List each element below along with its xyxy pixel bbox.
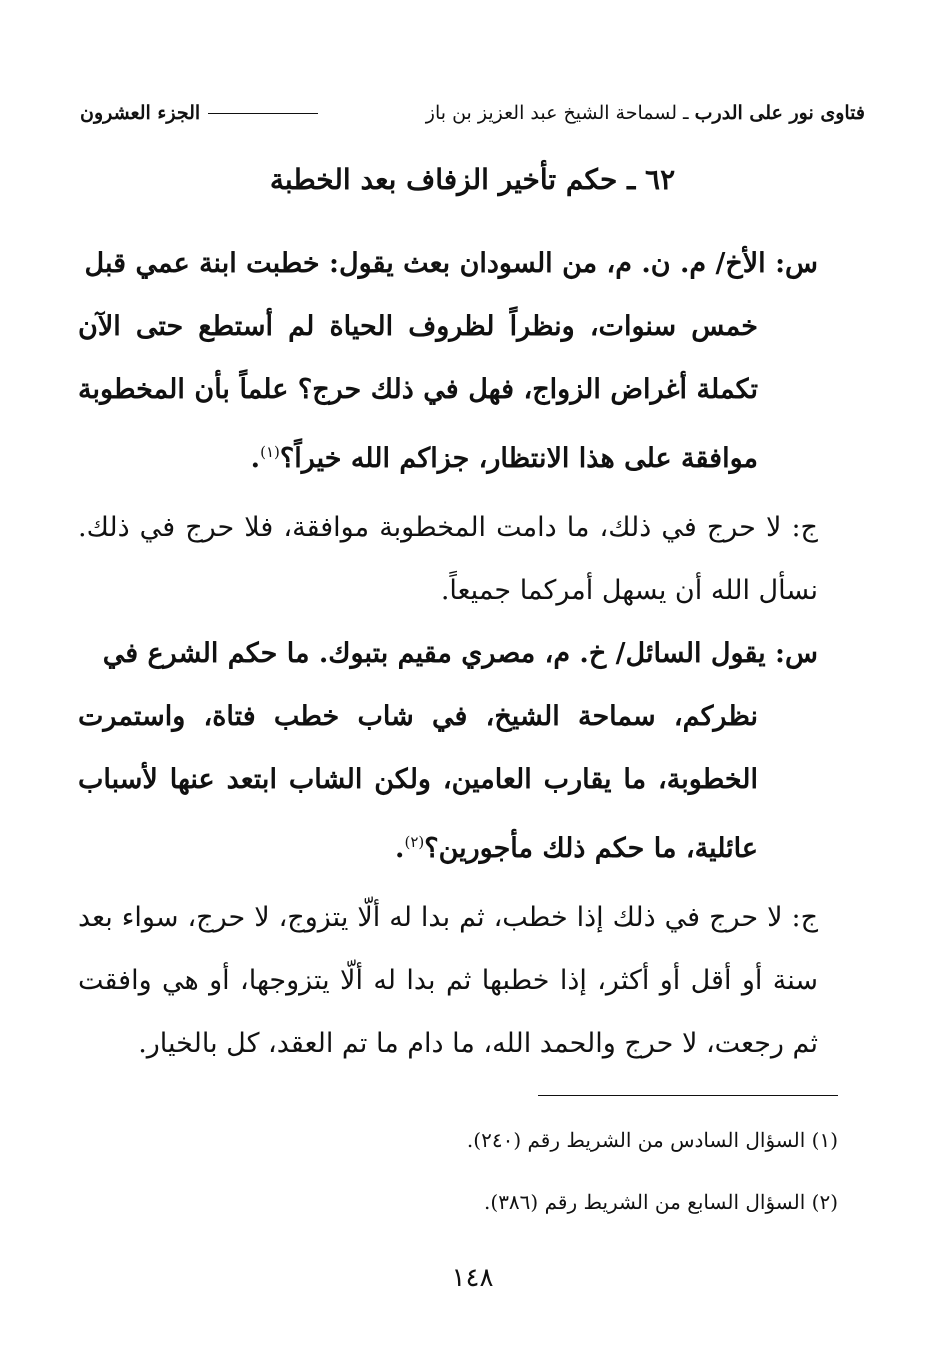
page-number: ١٤٨ bbox=[451, 1263, 494, 1293]
header-rule bbox=[208, 113, 318, 114]
footnote-2: (٢) السؤال السابع من الشريط رقم (٣٨٦). bbox=[484, 1190, 838, 1214]
book-title: فتاوى نور على الدرب bbox=[694, 102, 865, 124]
question-1-text: خمس سنوات، ونظراً لظروف الحياة لم أستطع حتى الآن تكملة أغراض الزواج، فهل في ذلك حرج؟ علماً بأن المخطوبة موافقة على هذا الانتظار، جزاكم الله خيراً؟ bbox=[78, 311, 758, 474]
footnote-1: (١) السؤال السادس من الشريط رقم (٢٤٠). bbox=[466, 1128, 838, 1152]
header-title-group bbox=[426, 102, 865, 124]
question-1-body: خمس سنوات، ونظراً لظروف الحياة لم أستطع حتى الآن تكملة أغراض الزواج، فهل في ذلك حرج؟ علماً بأن المخطوبة موافقة على هذا الانتظار، جزاكم الله خيراً؟$^{(١)}$. bbox=[78, 311, 758, 474]
question-1 bbox=[78, 232, 818, 490]
volume-label: الجزء العشرون bbox=[80, 102, 201, 124]
question-1-first-line: س: الأخ/ م. ن. م، من السودان بعث يقول: خطبت ابنة عمي قبل bbox=[84, 248, 818, 279]
question-2-body: نظركم، سماحة الشيخ، في شاب خطب فتاة، واستمرت الخطوبة، ما يقارب العامين، ولكن الشاب ابتعد عنها لأسباب عائلية، ما حكم ذلك مأجورين؟$^{(٢)}$. bbox=[78, 701, 758, 864]
answer-1: ج: لا حرج في ذلك، ما دامت المخطوبة موافقة، فلا حرج في ذلك. نسأل الله أن يسهل أمركما جميعاً. bbox=[78, 512, 818, 606]
answer-2: ج: لا حرج في ذلك إذا خطب، ثم بدا له ألّا يتزوج، لا حرج، سواء بعد سنة أو أقل أو أكثر، إذا خطبها ثم بدا له ألّا يتزوجها، أو هي وافقت ثم رجعت، لا حرج والحمد الله، ما دام ما تم العقد، كل بالخيار. bbox=[78, 902, 818, 1059]
running-header bbox=[80, 96, 865, 130]
header-volume-group bbox=[80, 102, 326, 124]
footnote-ref-2: (٢) bbox=[404, 833, 425, 851]
footnote-ref-1: (١) bbox=[260, 443, 280, 461]
footnote-separator bbox=[538, 1095, 838, 1096]
question-2 bbox=[78, 622, 818, 880]
chapter-title: ٦٢ ـ حكم تأخير الزفاف بعد الخطبة bbox=[269, 163, 676, 196]
question-2-first-line: س: يقول السائل/ خ. م، مصري مقيم بتبوك. ما حكم الشرع في bbox=[102, 638, 818, 669]
author-line: ـ لسماحة الشيخ عبد العزيز بن باز bbox=[425, 102, 689, 124]
question-2-text: نظركم، سماحة الشيخ، في شاب خطب فتاة، واستمرت الخطوبة، ما يقارب العامين، ولكن الشاب ابتعد عنها لأسباب عائلية، ما حكم ذلك مأجورين؟ bbox=[78, 701, 758, 864]
